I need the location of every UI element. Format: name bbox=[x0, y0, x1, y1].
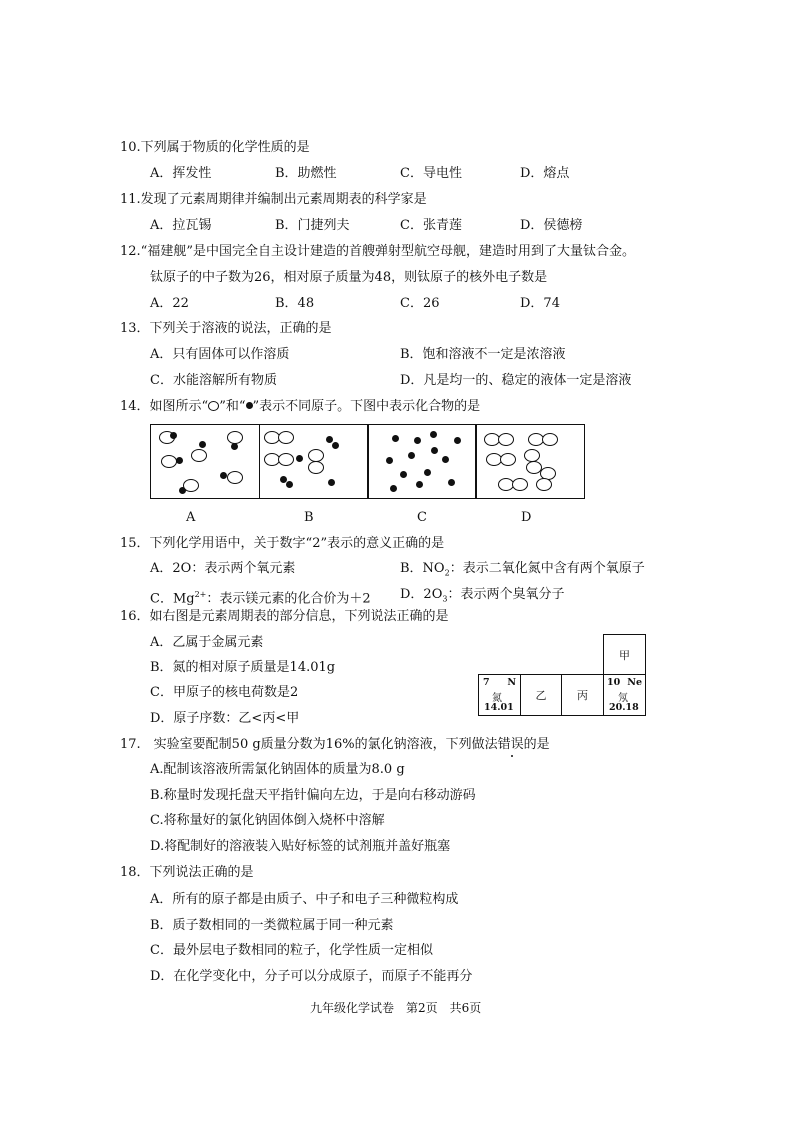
q17-option-b: B.称量时发现托盘天平指针偏向左边，于是向右移动游码 bbox=[150, 788, 476, 803]
cell-jia bbox=[603, 634, 646, 674]
q12-option-c: C．26 bbox=[400, 296, 440, 311]
atom-solid bbox=[392, 435, 399, 442]
q17-stem-part2: 的是 bbox=[523, 737, 550, 752]
q11-option-c: C．张青莲 bbox=[400, 218, 462, 233]
atom-solid bbox=[170, 432, 177, 439]
atom-solid bbox=[390, 485, 397, 492]
hollow-circle-icon bbox=[208, 401, 219, 411]
cell-yi bbox=[520, 674, 562, 716]
neon-mass: 20.18 bbox=[609, 702, 639, 713]
page-footer: 九年级化学试卷 第2页 共6页 bbox=[310, 1001, 482, 1015]
particle-box-c bbox=[367, 424, 477, 499]
q17-emphasis: 错误 bbox=[497, 737, 524, 752]
atom-hollow bbox=[227, 471, 243, 484]
box-label-d: D bbox=[521, 510, 532, 525]
q10-stem: 10.下列属于物质的化学性质的是 bbox=[120, 140, 310, 155]
atom-solid bbox=[430, 431, 437, 438]
q15-d-subscript: 3 bbox=[442, 594, 448, 604]
q13-option-b: B．饱和溶液不一定是浓溶液 bbox=[400, 347, 566, 362]
atom-solid bbox=[454, 437, 461, 444]
q15-b-subscript: 2 bbox=[444, 568, 450, 578]
atom-hollow bbox=[542, 433, 558, 446]
q13-option-c: C．水能溶解所有物质 bbox=[150, 373, 277, 388]
q17-stem bbox=[120, 737, 550, 753]
atom-solid bbox=[199, 441, 206, 448]
particle-box-d bbox=[475, 424, 585, 499]
cell-yi-label: 乙 bbox=[535, 689, 547, 702]
q18-option-c: C．最外层电子数相同的粒子，化学性质一定相似 bbox=[150, 943, 433, 958]
solid-dot-icon bbox=[246, 402, 253, 409]
q15-c-formula: C．Mg bbox=[150, 591, 195, 607]
atom-solid bbox=[328, 479, 335, 486]
q11-option-a: A．拉瓦锡 bbox=[150, 218, 212, 233]
q12-stem-line2: 钛原子的中子数为26，相对原子质量为48，则钛原子的核外电子数是 bbox=[150, 270, 548, 285]
cell-nitrogen bbox=[478, 674, 521, 716]
q15-c-superscript: 2+ bbox=[194, 590, 207, 599]
q12-option-b: B．48 bbox=[275, 296, 315, 311]
q15-d-formula: D．2O bbox=[400, 587, 443, 602]
atom-hollow bbox=[278, 453, 294, 466]
q17-stem-part1: 17. 实验室要配制50 g质量分数为16%的氯化钠溶液，下列做法 bbox=[120, 737, 498, 752]
q18-option-b: B．质子数相同的一类微粒属于同一种元素 bbox=[150, 918, 394, 933]
atom-solid bbox=[326, 436, 333, 443]
q15-b-formula: B．NO bbox=[400, 561, 445, 576]
q15-stem: 15．下列化学用语中，关于数字“2”表示的意义正确的是 bbox=[120, 536, 445, 551]
q16-option-d: D．原子序数：乙<丙<甲 bbox=[150, 711, 300, 726]
cell-neon bbox=[603, 674, 646, 716]
atom-hollow bbox=[536, 478, 552, 491]
nitrogen-symbol: N bbox=[507, 677, 516, 688]
atom-solid bbox=[296, 455, 303, 462]
q15-b-text: ：表示二氧化氮中含有两个氧原子 bbox=[449, 561, 645, 576]
q18-option-a: A．所有的原子都是由质子、中子和电子三种微粒构成 bbox=[150, 892, 459, 907]
atom-solid bbox=[431, 447, 438, 454]
q18-stem: 18．下列说法正确的是 bbox=[120, 865, 254, 880]
atom-hollow bbox=[308, 461, 324, 474]
atom-solid bbox=[414, 437, 421, 444]
q14-stem-part2: ”和“ bbox=[219, 399, 246, 414]
q15-option-d bbox=[400, 587, 564, 608]
q12-option-d: D．74 bbox=[520, 296, 560, 311]
atom-solid bbox=[416, 481, 423, 488]
q10-option-b: B．助燃性 bbox=[275, 166, 337, 181]
q14-stem-part1: 14．如图所示“ bbox=[120, 399, 209, 414]
q18-option-d: D．在化学变化中，分子可以分成原子，而原子不能再分 bbox=[150, 969, 473, 984]
q11-option-b: B．门捷列夫 bbox=[275, 218, 350, 233]
q10-option-d: D．熔点 bbox=[520, 166, 570, 181]
atom-solid bbox=[231, 443, 238, 450]
atom-hollow bbox=[183, 479, 199, 492]
atom-solid bbox=[400, 471, 407, 478]
atom-hollow bbox=[278, 431, 294, 444]
atom-solid bbox=[386, 457, 393, 464]
cell-bing-label: 丙 bbox=[577, 689, 588, 702]
q12-stem-line1: 12.“福建舰”是中国完全自主设计建造的首艘弹射型航空母舰，建造时用到了大量钛合金。 bbox=[120, 244, 635, 259]
q10-option-a: A．挥发性 bbox=[150, 166, 212, 181]
atom-solid bbox=[220, 472, 227, 479]
q17-option-c: C.将称量好的氯化钠固体倒入烧杯中溶解 bbox=[150, 813, 385, 828]
q15-d-text: ：表示两个臭氧分子 bbox=[447, 587, 565, 602]
atom-hollow bbox=[161, 455, 177, 468]
q16-option-a: A．乙属于金属元素 bbox=[150, 635, 264, 650]
atom-solid bbox=[286, 481, 293, 488]
atom-solid bbox=[332, 442, 339, 449]
atom-solid bbox=[408, 452, 415, 459]
box-label-b: B bbox=[304, 510, 314, 525]
box-label-c: C bbox=[417, 510, 427, 525]
q11-stem: 11.发现了元素周期律并编制出元素周期表的科学家是 bbox=[120, 192, 427, 207]
q16-option-b: B．氮的相对原子质量是14.01g bbox=[150, 660, 336, 675]
periodic-table-fragment bbox=[478, 634, 648, 716]
nitrogen-name: 氮 bbox=[492, 693, 502, 704]
q16-option-c: C．甲原子的核电荷数是2 bbox=[150, 685, 299, 700]
q10-option-c: C．导电性 bbox=[400, 166, 462, 181]
atom-solid bbox=[176, 457, 183, 464]
q14-stem-part3: ”表示不同原子。下图中表示化合物的是 bbox=[252, 399, 481, 414]
neon-number: 10 bbox=[607, 677, 621, 688]
q15-option-c bbox=[150, 587, 371, 607]
q14-stem bbox=[120, 399, 480, 415]
atom-solid bbox=[424, 469, 431, 476]
q15-option-a: A．2O：表示两个氧元素 bbox=[150, 561, 296, 576]
atom-hollow bbox=[191, 449, 207, 462]
q17-option-a: A.配制该溶液所需氯化钠固体的质量为8.0 g bbox=[150, 762, 405, 777]
cell-bing bbox=[561, 674, 604, 716]
atom-solid bbox=[442, 456, 449, 463]
q17-option-d: D.将配制好的溶液装入贴好标签的试剂瓶并盖好瓶塞 bbox=[150, 839, 451, 854]
neon-symbol: Ne bbox=[627, 677, 642, 688]
particle-box-b bbox=[259, 424, 369, 499]
q11-option-d: D．侯德榜 bbox=[520, 218, 583, 233]
neon-name: 氖 bbox=[618, 693, 628, 704]
q15-c-text: ：表示镁元素的化合价为＋2 bbox=[206, 591, 371, 607]
box-label-a: A bbox=[186, 510, 196, 525]
q13-option-d: D．凡是均一的、稳定的液体一定是溶液 bbox=[400, 373, 632, 388]
q16-stem: 16．如右图是元素周期表的部分信息，下列说法正确的是 bbox=[120, 609, 449, 624]
atom-hollow bbox=[498, 433, 514, 446]
atom-hollow bbox=[512, 478, 528, 491]
q12-option-a: A．22 bbox=[150, 296, 189, 311]
q15-option-b bbox=[400, 561, 645, 582]
nitrogen-mass: 14.01 bbox=[484, 702, 514, 713]
atom-hollow bbox=[500, 453, 516, 466]
nitrogen-number: 7 bbox=[483, 677, 490, 688]
atom-hollow bbox=[524, 449, 540, 462]
q13-stem: 13．下列关于溶液的说法，正确的是 bbox=[120, 321, 332, 336]
particle-box-a bbox=[150, 424, 260, 499]
q13-option-a: A．只有固体可以作溶质 bbox=[150, 347, 290, 362]
cell-jia-label: 甲 bbox=[619, 648, 630, 662]
atom-solid bbox=[448, 479, 455, 486]
